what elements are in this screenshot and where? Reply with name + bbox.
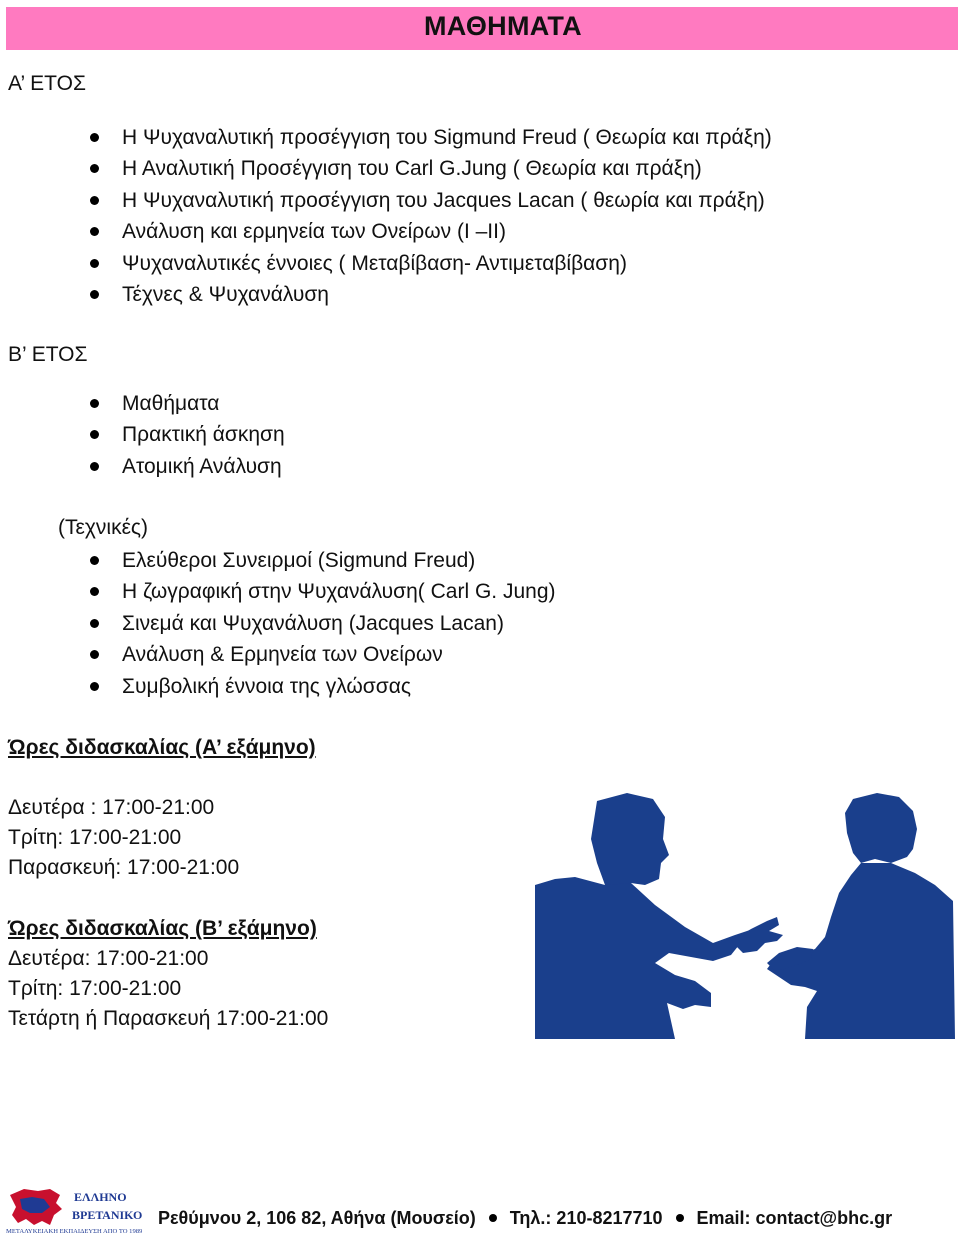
list-item: Η Αναλυτική Προσέγγιση του Carl G.Jung ( Θεωρία και πράξη) <box>0 153 772 184</box>
year-b-list <box>0 388 285 482</box>
list-item: Ελεύθεροι Συνειρμοί (Sigmund Freud) <box>0 545 556 576</box>
list-item: Μαθήματα <box>0 388 285 419</box>
year-b-heading: Β’ ΕΤΟΣ <box>8 343 88 366</box>
footer-phone: Τηλ.: 210-8217710 <box>509 1208 663 1228</box>
logo-tagline: ΜΕΤΑΛΥΚΕΙΑΚΗ ΕΚΠΑΙΔΕΥΣΗ ΑΠΟ ΤΟ 1989 <box>6 1228 143 1235</box>
list-item: Σινεμά και Ψυχανάλυση (Jacques Lacan) <box>0 608 556 639</box>
list-item: Τέχνες & Ψυχανάλυση <box>0 279 772 310</box>
hours-a-line: Δευτέρα : 17:00-21:00 <box>8 796 215 819</box>
techniques-list <box>0 545 556 702</box>
list-item: Πρακτική άσκηση <box>0 419 285 450</box>
list-item: Ανάλυση και ερμηνεία των Ονείρων (I –II) <box>0 216 772 247</box>
right-person-head <box>845 793 917 863</box>
list-item: Η Ψυχαναλυτική προσέγγιση του Sigmund Freud ( Θεωρία και πράξη) <box>0 122 772 153</box>
list-item: Ανάλυση & Ερμηνεία των Ονείρων <box>0 639 556 670</box>
footer-address: Ρεθύμνου 2, 106 82, Αθήνα (Μουσείο) <box>158 1208 476 1228</box>
year-a-heading: Α’ ΕΤΟΣ <box>8 72 86 95</box>
footer-email[interactable]: Email: contact@bhc.gr <box>696 1208 893 1228</box>
hours-b-line: Δευτέρα: 17:00-21:00 <box>8 947 209 970</box>
hours-a-line: Τρίτη: 17:00-21:00 <box>8 826 182 849</box>
hours-b-line: Τετάρτη ή Παρασκευή 17:00-21:00 <box>8 1007 329 1030</box>
list-item: Η Ψυχαναλυτική προσέγγιση του Jacques Lacan ( θεωρία και πράξη) <box>0 185 772 216</box>
year-a-list <box>0 122 772 310</box>
list-item: Ψυχαναλυτικές έννοιες ( Μεταβίβαση- Αντιμεταβίβαση) <box>0 248 772 279</box>
hours-a-line: Παρασκευή: 17:00-21:00 <box>8 856 240 879</box>
hours-a-title: Ώρες διδασκαλίας (Α’ εξάμηνο) <box>8 736 316 759</box>
page-title: ΜΑΘΗΜΑΤΑ <box>424 11 582 41</box>
bullet-separator-icon <box>489 1214 497 1222</box>
logo-line2: ΒΡΕΤΑΝΙΚΟ <box>72 1208 143 1222</box>
bullet-separator-icon <box>676 1214 684 1222</box>
list-item: Η ζωγραφική στην Ψυχανάλυση( Carl G. Jung) <box>0 576 556 607</box>
title-bar <box>6 7 958 50</box>
left-person-head <box>591 793 669 891</box>
left-person-body <box>535 877 763 1039</box>
list-item: Συμβολική έννοια της γλώσσας <box>0 671 556 702</box>
footer-contact <box>158 1208 892 1229</box>
list-item: Ατομική Ανάλυση <box>0 451 285 482</box>
techniques-heading: (Τεχνικές) <box>58 516 149 539</box>
school-logo <box>4 1185 154 1235</box>
logo-line1: ΕΛΛΗΝΟ <box>74 1190 127 1204</box>
hours-b-title: Ώρες διδασκαλίας (Β’ εξάμηνο) <box>8 917 317 940</box>
hours-b-line: Τρίτη: 17:00-21:00 <box>8 977 182 1000</box>
therapy-silhouette-illustration <box>535 793 955 1039</box>
